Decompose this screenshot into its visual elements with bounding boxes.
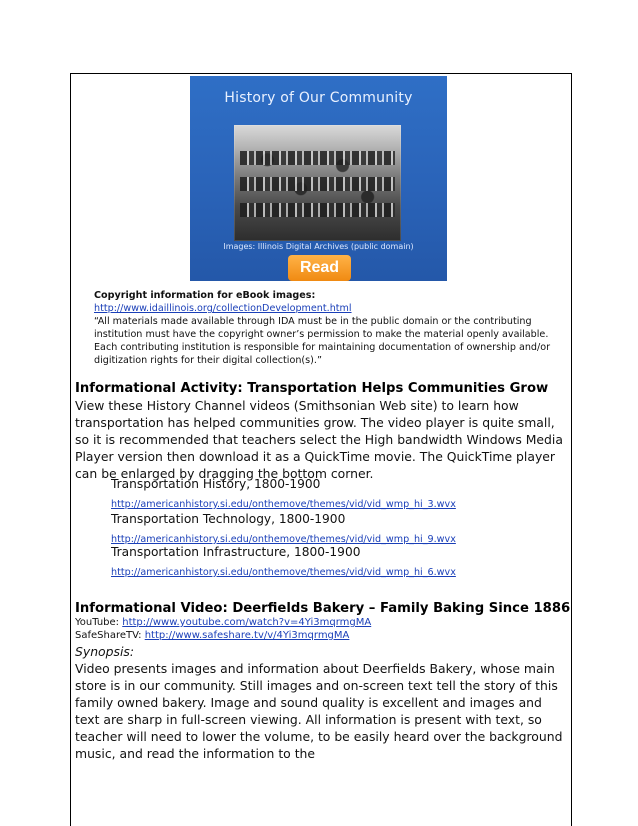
cover-caption: Images: Illinois Digital Archives (public domain) (223, 242, 414, 251)
safeshare-label: SafeShareTV: (75, 630, 142, 641)
read-button[interactable]: Read (288, 255, 351, 281)
copyright-link[interactable]: http://www.idaillinois.org/collectionDevelopment.html (94, 303, 352, 314)
photo-row (240, 203, 395, 217)
video-link[interactable]: http://americanhistory.si.edu/onthemove/themes/vid/vid_wmp_hi_6.wvx (111, 567, 456, 578)
video-item (111, 511, 456, 546)
video-section-title: Informational Video: Deerfields Bakery – Family Baking Since 1886 (75, 601, 571, 616)
safeshare-line (75, 629, 349, 642)
youtube-label: YouTube: (75, 617, 120, 628)
safeshare-link[interactable]: http://www.safeshare.tv/v/4Yi3mqrmgMA (144, 630, 350, 641)
activity-body: View these History Channel videos (Smithsonian Web site) to learn how transportation has helped communities grow. The video player is quite small, so it is recommended that teachers select the High bandwidth Windows Media Player version then download it as a QuickTime movie. The QuickTime player can be enlarged by dragging the bottom corner. (75, 398, 563, 481)
class-photo (234, 125, 401, 241)
copyright-label: Copyright information for eBook images: (94, 290, 316, 301)
copyright-quote: “All materials made available through IDA must be in the public domain or the contributing institution must have the copyright owner’s permission to make the material openly available. Each contributing institution is responsible for maintaining documentation of ownership and/or digitization rights for their digital collection(s).” (94, 316, 551, 366)
video-title: Transportation History, 1800-1900 (111, 477, 321, 491)
ebook-cover[interactable] (190, 76, 447, 281)
youtube-link[interactable]: http://www.youtube.com/watch?v=4Yi3mqrmgMA (122, 617, 372, 628)
video-link[interactable]: http://americanhistory.si.edu/onthemove/themes/vid/vid_wmp_hi_9.wvx (111, 534, 456, 545)
video-title: Transportation Technology, 1800-1900 (111, 512, 346, 526)
video-item (111, 544, 456, 579)
copyright-block (94, 289, 564, 367)
video-item (111, 476, 456, 511)
synopsis-label: Synopsis: (75, 644, 135, 659)
synopsis-text: Video presents images and information about Deerfields Bakery, whose main store is in our community. Still images and on-screen text tell the story of this family owned bakery. Image and sound quality is excellent and images and text are sharp in full-screen viewing. All information is present with text, so teacher will need to lower the volume, to be easily heard over the background music, and read the information to the (75, 661, 563, 761)
activity-title: Informational Activity: Transportation Helps Communities Grow (75, 381, 549, 396)
photo-row (240, 151, 395, 165)
cover-title: History of Our Community (224, 90, 413, 106)
video-title: Transportation Infrastructure, 1800-1900 (111, 545, 361, 559)
photo-row (240, 177, 395, 191)
youtube-line (75, 616, 371, 629)
video-link[interactable]: http://americanhistory.si.edu/onthemove/themes/vid/vid_wmp_hi_3.wvx (111, 499, 456, 510)
